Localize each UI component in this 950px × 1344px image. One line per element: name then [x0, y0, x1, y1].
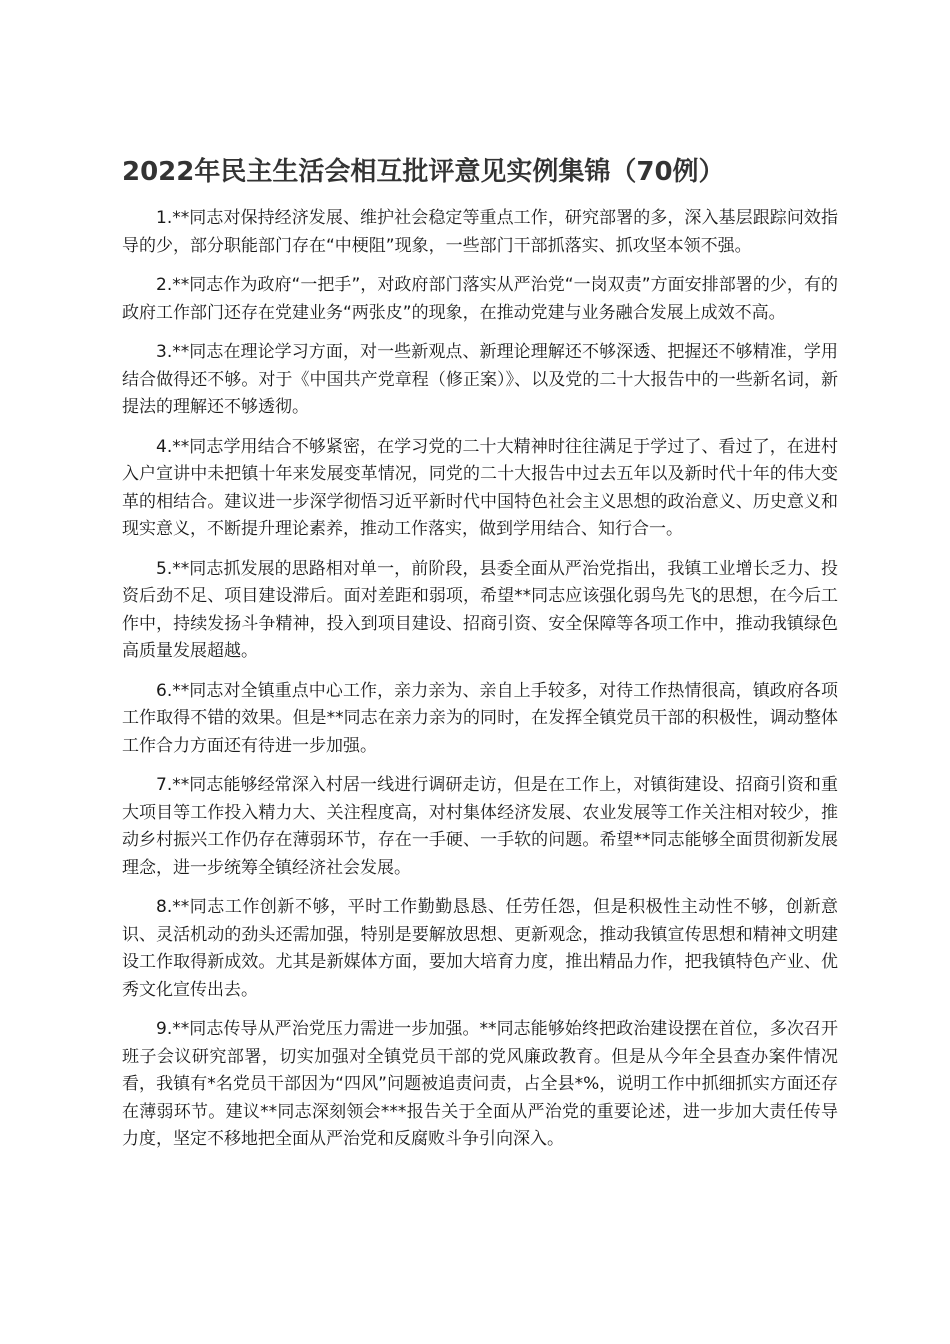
- paragraph-9: 9.**同志传导从严治党压力需进一步加强。**同志能够始终把政治建设摆在首位，多次召开班子会议研究部署，切实加强对全镇党员干部的党风廉政教育。但是从今年全县查办案件情况看，我镇有*名党员干部因为“四风”问题被追责问责，占全县*%，说明工作中抓细抓实方面还存在薄弱环节。建议**同志深刻领会***报告关于全面从严治党的重要论述，进一步加大责任传导力度，坚定不移地把全面从严治党和反腐败斗争引向深入。: [122, 1019, 838, 1149]
- paragraph-1: 1.**同志对保持经济发展、维护社会稳定等重点工作，研究部署的多，深入基层跟踪问效指导的少，部分职能部门存在“中梗阻”现象，一些部门干部抓落实、抓攻坚本领不强。: [122, 208, 838, 256]
- paragraph-8: 8.**同志工作创新不够，平时工作勤勤恳恳、任劳任怨，但是积极性主动性不够，创新意识、灵活机动的劲头还需加强，特别是要解放思想、更新观念，推动我镇宣传思想和精神文明建设工作取得新成效。尤其是新媒体方面，要加大培育力度，推出精品力作，把我镇特色产业、优秀文化宣传出去。: [122, 897, 838, 1000]
- paragraph-7: 7.**同志能够经常深入村居一线进行调研走访，但是在工作上，对镇街建设、招商引资和重大项目等工作投入精力大、关注程度高，对村集体经济发展、农业发展等工作关注相对较少，推动乡村振兴工作仍存在薄弱环节，存在一手硬、一手软的问题。希望**同志能够全面贯彻新发展理念，进一步统筹全镇经济社会发展。: [122, 775, 838, 878]
- document-title: 2022年民主生活会相互批评意见实例集锦（70例）: [122, 157, 725, 187]
- paragraph-6: 6.**同志对全镇重点中心工作，亲力亲为、亲自上手较多，对待工作热情很高，镇政府各项工作取得不错的效果。但是**同志在亲力亲为的同时，在发挥全镇党员干部的积极性，调动整体工作合力方面还有待进一步加强。: [122, 680, 838, 756]
- paragraph-3: 3.**同志在理论学习方面，对一些新观点、新理论理解还不够深透、把握还不够精准，学用结合做得还不够。对于《中国共产党章程（修正案）》、以及党的二十大报告中的一些新名词，新提法的理解还不够透彻。: [122, 342, 838, 417]
- paragraph-4: 4.**同志学用结合不够紧密，在学习党的二十大精神时往往满足于学过了、看过了，在进村入户宣讲中未把镇十年来发展变革情况，同党的二十大报告中过去五年以及新时代十年的伟大变革的相结合。建议进一步深学彻悟习近平新时代中国特色社会主义思想的政治意义、历史意义和现实意义，不断提升理论素养，推动工作落实，做到学用结合、知行合一。: [122, 436, 838, 539]
- document-body: [122, 205, 838, 1166]
- paragraph-2: 2.**同志作为政府“一把手”，对政府部门落实从严治党“一岗双责”方面安排部署的少，有的政府工作部门还存在党建业务“两张皮”的现象，在推动党建与业务融合发展上成效不高。: [122, 275, 838, 323]
- paragraph-5: 5.**同志抓发展的思路相对单一，前阶段，县委全面从严治党指出，我镇工业增长乏力、投资后劲不足、项目建设滞后。面对差距和弱项，希望**同志应该强化弱鸟先飞的思想，在今后工作中，持续发扬斗争精神，投入到项目建设、招商引资、安全保障等各项工作中，推动我镇绿色高质量发展超越。: [122, 558, 838, 661]
